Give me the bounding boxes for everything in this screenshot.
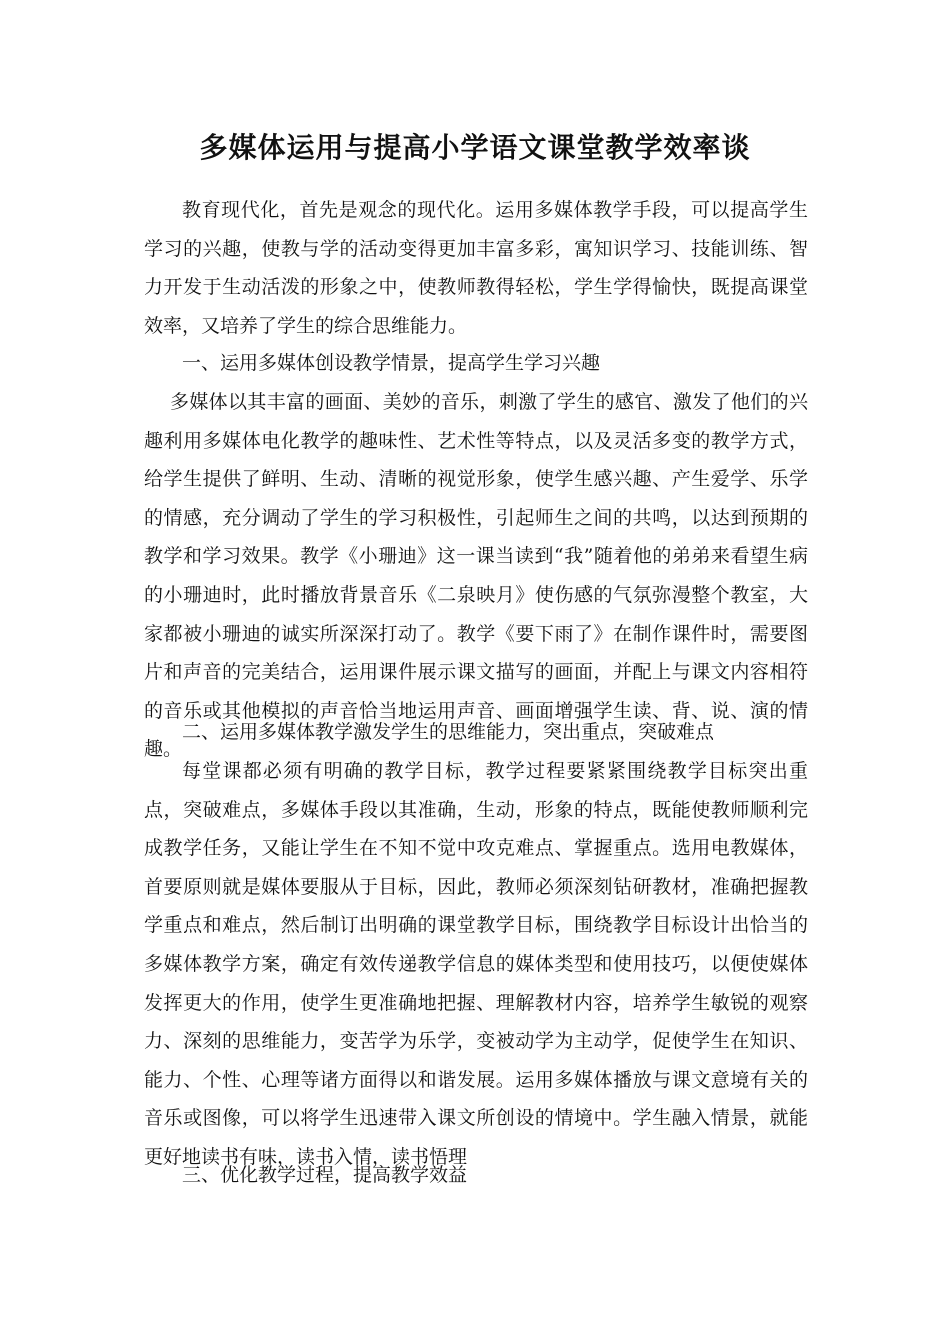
section-3-heading: 三、优化教学过程，提高教学效益 [182, 1164, 468, 1186]
section-1-paragraph: 多媒体以其丰富的画面、美妙的音乐，刺激了学生的感官、激发了他们的兴趣利用多媒体电化教学的趣味性、艺术性等特点，以及灵活多变的教学方式，给学生提供了鲜明、生动、清晰的视觉形象，使学生感兴趣、产生爱学、乐学的情感，充分调动了学生的学习积极性，引起师生之间的共鸣，以达到预期的教学和学习效果。教学《小珊迪》这一课当读到“我”随着他的弟弟来看望生病的小珊迪时，此时播放背景音乐《二泉映月》使伤感的气氛弥漫整个教室，大家都被小珊迪的诚实所深深打动了。教学《要下雨了》在制作课件时，需要图片和声音的完美结合，运用课件展示课文描写的画面，并配上与课文内容相符的音乐或其他模拟的声音恰当地运用声音、画面增强学生读、背、说、演的情趣。 [144, 391, 808, 761]
section-1-heading: 一、运用多媒体创设教学情景，提高学生学习兴趣 [182, 352, 601, 374]
document-title: 多媒体运用与提高小学语文课堂教学效率谈 [199, 131, 751, 164]
section-2-heading: 二、运用多媒体教学激发学生的思维能力，突出重点，突破难点 [182, 721, 715, 743]
section-2-paragraph: 每堂课都必须有明确的教学目标，教学过程要紧紧围绕教学目标突出重点，突破难点，多媒体手段以其准确，生动，形象的特点，既能使教师顺利完成教学任务，又能让学生在不知不觉中攻克难点、掌握重点。选用电教媒体，首要原则就是媒体要服从于目标，因此，教师必须深刻钻研教材，准确把握教学重点和难点，然后制订出明确的课堂教学目标，围绕教学目标设计出恰当的多媒体教学方案，确定有效传递教学信息的媒体类型和使用技巧，以便使媒体发挥更大的作用，使学生更准确地把握、理解教材内容，培养学生敏锐的观察力、深刻的思维能力，变苦学为乐学，变被动学为主动学，促使学生在知识、能力、个性、心理等诸方面得以和谐发展。运用多媒体播放与课文意境有关的音乐或图像，可以将学生迅速带入课文所创设的情境中。学生融入情景，就能更好地读书有味，读书入情，读书悟理 [144, 760, 808, 1168]
intro-paragraph: 教育现代化，首先是观念的现代化。运用多媒体教学手段，可以提高学生学习的兴趣，使教与学的活动变得更加丰富多彩，寓知识学习、技能训练、智力开发于生动活泼的形象之中，使教师教得轻松，学生学得愉快，既提高课堂效率，又培养了学生的综合思维能力。 [144, 199, 808, 337]
